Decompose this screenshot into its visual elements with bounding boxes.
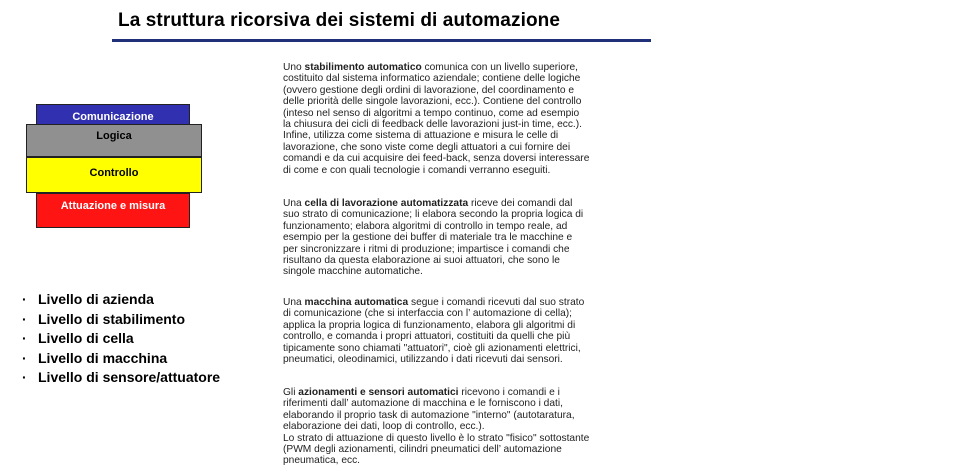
paragraph-text: (ovvero gestione degli ordini di lavorazione, del coordinamento e xyxy=(283,84,575,96)
paragraph-text: per sincronizzare i ritmi di produzione; impartisce i comandi che xyxy=(283,243,570,255)
paragraph-text: ricevono i comandi e i xyxy=(458,387,560,398)
paragraph-line xyxy=(283,308,655,319)
layer-comunicazione: Comunicazione xyxy=(36,104,190,128)
level-label: Livello di azienda xyxy=(38,291,154,307)
level-item: · Livello di azienda xyxy=(22,291,154,307)
paragraph-line xyxy=(283,343,655,354)
paragraph-line xyxy=(283,62,655,73)
paragraph-line xyxy=(283,320,655,331)
paragraph-text: risultano da questa elaborazione ai suoi attuatori, che sono le xyxy=(283,255,560,267)
title-underline xyxy=(112,39,651,42)
paragraph-line xyxy=(283,73,655,84)
paragraph-line xyxy=(283,85,655,96)
level-item: · Livello di stabilimento xyxy=(22,310,186,327)
layer-attuazione: Attuazione e misura xyxy=(36,193,190,228)
paragraph-line xyxy=(283,165,655,176)
paragraph-line xyxy=(283,354,655,365)
paragraph-text: elaborando il proprio task di automazione "interno" (autotaratura, xyxy=(283,409,575,421)
paragraph-line xyxy=(283,232,655,243)
level-label: Livello di macchina xyxy=(38,349,168,366)
paragraph-line xyxy=(283,119,655,130)
paragraph-text: riceve dei comandi dal xyxy=(468,198,573,209)
paragraph-text: la chiusura dei cicli di feedback delle lavorazioni just-in time, ecc.). xyxy=(283,119,582,131)
paragraph-text: Lo strato di attuazione di questo livello è lo strato "fisico" sottostante xyxy=(283,432,590,444)
paragraph-text: lavorazione, che sono viste come degli attuatori a cui fornire dei xyxy=(283,141,571,153)
level-label: Livello di cella xyxy=(38,330,134,347)
paragraph-line xyxy=(283,130,655,141)
paragraph-text: controllo, e comanda i propri attuatori, costituiti da quelli che più xyxy=(283,331,571,343)
layer-logica: Logica xyxy=(26,124,202,157)
paragraph-text: comandi e da cui acquisire dei feed-back, senza doversi interessare xyxy=(283,153,590,165)
paragraph-prefix: Uno xyxy=(283,62,305,73)
paragraph-line xyxy=(283,108,655,119)
paragraph-text: funzionamento; elabora algoritmi di controllo in tempo reale, ad xyxy=(283,220,568,232)
paragraph-stabilimento xyxy=(283,62,655,176)
paragraph-prefix: Una xyxy=(283,198,305,209)
paragraph-line xyxy=(283,266,655,277)
paragraph-text: (PWM degli azionamenti, cilindri pneumatici dell’ automazione xyxy=(283,444,562,456)
paragraph-prefix: Una xyxy=(283,297,305,308)
paragraph-text: di comunicazione (che si interfaccia con l’ automazione di cella); xyxy=(283,308,572,320)
paragraph-text: pneumatica, ecc. xyxy=(283,455,361,467)
paragraph-text: applica la propria logica di funzionamento, elabora gli algoritmi di xyxy=(283,319,576,331)
paragraph-text: esempio per la gestione dei buffer di materiale tra le macchine e xyxy=(283,232,573,244)
paragraph-line xyxy=(283,209,655,220)
paragraph-text: (inteso nel senso di algoritmi a tempo continuo, come ad esempio xyxy=(283,107,580,119)
paragraph-term: macchina automatica xyxy=(304,297,409,308)
paragraph-text: delle priorità delle singole lavorazioni, ecc.). Contiene del controllo xyxy=(283,96,582,108)
paragraph-line xyxy=(283,255,655,266)
paragraph-line xyxy=(283,244,655,255)
paragraph-text: singole macchine automatiche. xyxy=(283,266,423,278)
paragraph-text: di come e con quali tecnologie i comandi verranno eseguiti. xyxy=(283,164,551,176)
paragraph-line xyxy=(283,421,655,432)
slide-title: La struttura ricorsiva dei sistemi di automazione xyxy=(118,10,561,31)
paragraph-line xyxy=(283,142,655,153)
paragraph-text: Infine, utilizza come sistema di attuazione e misura le celle di xyxy=(283,130,559,142)
levels-list xyxy=(22,290,220,388)
paragraph-text: pneumatici, oleodinamici, utilizzando i dati ricevuti dai sensori. xyxy=(283,354,563,366)
paragraph-macchina xyxy=(283,297,655,365)
paragraph-line xyxy=(283,96,655,107)
level-item: · Livello di macchina xyxy=(22,349,168,366)
paragraph-term: cella di lavorazione automatizzata xyxy=(304,198,469,209)
paragraph-text: suo strato di comunicazione; li elabora secondo la propria logica di xyxy=(283,209,584,221)
level-label: Livello di sensore/attuatore xyxy=(38,369,221,386)
paragraph-azionamenti xyxy=(283,387,655,467)
paragraph-cella xyxy=(283,198,655,278)
paragraph-text: riferimenti dall’ automazione di macchina e le forniscono i dati, xyxy=(283,398,563,410)
paragraph-term: stabilimento automatico xyxy=(304,62,422,73)
paragraph-line xyxy=(283,297,655,308)
paragraph-line xyxy=(283,387,655,398)
paragraph-prefix: Gli xyxy=(283,387,299,398)
paragraph-line xyxy=(283,444,655,455)
level-item: · Livello di cella xyxy=(22,330,134,347)
paragraph-text: elaborazione dei dati, loop di controllo, ecc.). xyxy=(283,421,485,433)
paragraph-line xyxy=(283,433,655,444)
paragraph-line xyxy=(283,198,655,209)
paragraph-line xyxy=(283,410,655,421)
level-label: Livello di stabilimento xyxy=(38,310,186,327)
level-item: · Livello di sensore/attuatore xyxy=(22,369,221,386)
paragraph-text: costituito dal sistema informatico aziendale; contiene delle logiche xyxy=(283,73,581,85)
paragraph-line xyxy=(283,221,655,232)
paragraph-text: tipicamente sono chiamati "attuatori", cioè gli azionamenti elettrici, xyxy=(283,342,581,354)
paragraph-term: azionamenti e sensori automatici xyxy=(298,387,459,398)
paragraph-line xyxy=(283,153,655,164)
layer-controllo: Controllo xyxy=(26,157,202,193)
paragraph-line xyxy=(283,455,655,466)
paragraph-text: segue i comandi ricevuti dal suo strato xyxy=(408,297,585,308)
paragraph-line xyxy=(283,331,655,342)
paragraph-line xyxy=(283,398,655,409)
paragraph-text: comunica con un livello superiore, xyxy=(421,62,578,73)
